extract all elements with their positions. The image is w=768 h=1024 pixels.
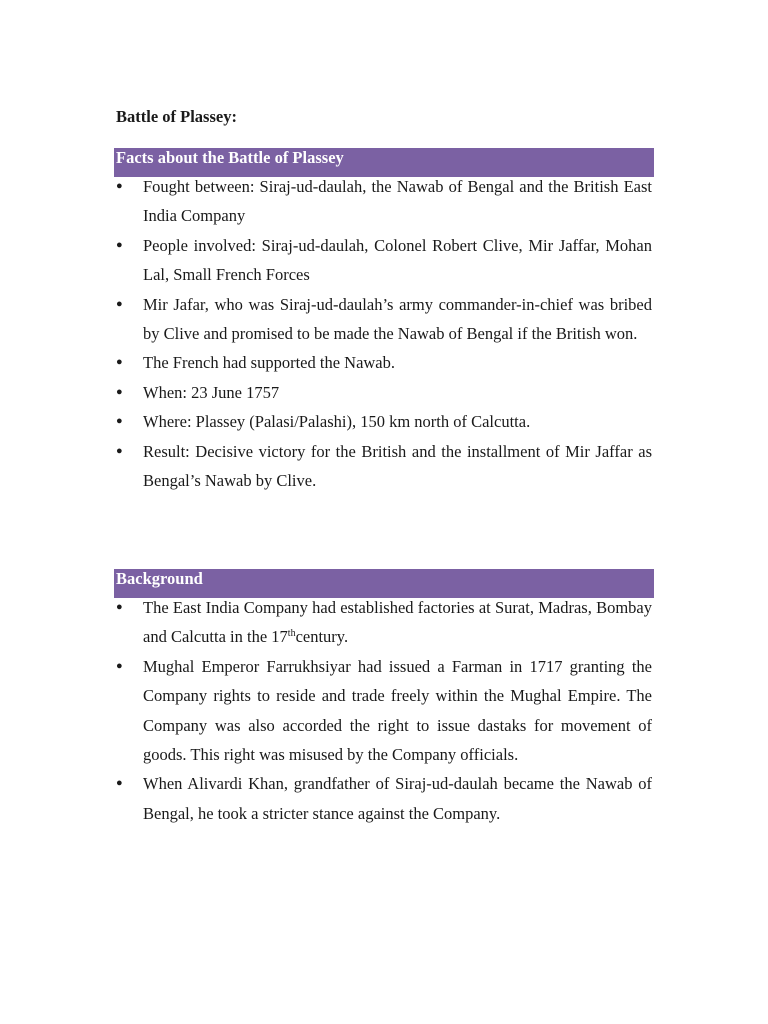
list-item xyxy=(116,652,652,770)
bullet-icon: ● xyxy=(116,385,123,398)
list-item xyxy=(116,437,652,496)
list-item-text-start: The East India Company had established factories at Surat, Madras, Bombay and Calcutta in the 17 xyxy=(143,598,652,647)
list-item-text: Mughal Emperor Farrukhsiyar had issued a Farman in 1717 granting the Company rights to reside and trade freely within the Mughal Empire. The Company was also accorded the right to issue dastaks for movement of goods. This right was misused by the Company officials. xyxy=(143,656,652,765)
list-item xyxy=(116,769,652,828)
list-item-text-end: century. xyxy=(295,627,349,647)
list-item xyxy=(116,172,652,231)
list-item-text: Where: Plassey (Palasi/Palashi), 150 km north of Calcutta. xyxy=(143,412,531,432)
superscript: th xyxy=(287,628,296,640)
background-list xyxy=(116,593,652,828)
section-header-facts: Facts about the Battle of Plassey xyxy=(114,148,654,177)
document-title: Battle of Plassey: xyxy=(116,107,237,126)
bullet-icon: ● xyxy=(116,444,123,457)
list-item xyxy=(116,593,652,652)
list-item xyxy=(116,378,652,407)
list-item-text: Fought between: Siraj-ud-daulah, the Nawab of Bengal and the British East India Company xyxy=(143,177,652,226)
list-item-text: People involved: Siraj-ud-daulah, Colonel Robert Clive, Mir Jaffar, Mohan Lal, Small French Forces xyxy=(143,235,652,285)
bullet-icon: ● xyxy=(116,356,123,369)
bullet-icon: ● xyxy=(116,415,123,428)
list-item-text: Mir Jafar, who was Siraj-ud-daulah’s army commander-in-chief was bribed by Clive and promised to be made the Nawab of Bengal if the British won. xyxy=(143,294,652,344)
bullet-icon: ● xyxy=(116,180,123,192)
bullet-icon: ● xyxy=(116,777,123,790)
list-item xyxy=(116,231,652,290)
list-item xyxy=(116,407,652,436)
list-item-text: The French had supported the Nawab. xyxy=(143,353,396,373)
bullet-icon: ● xyxy=(116,238,123,251)
bullet-icon: ● xyxy=(116,659,123,672)
bullet-icon: ● xyxy=(116,601,123,613)
list-item-text: Result: Decisive victory for the British and the installment of Mir Jaffar as Bengal’s Nawab by Clive. xyxy=(143,441,652,491)
section-header-background: Background xyxy=(114,569,654,598)
facts-list xyxy=(116,172,652,495)
list-item-text: When Alivardi Khan, grandfather of Siraj-ud-daulah became the Nawab of Bengal, he took a stricter stance against the Company. xyxy=(143,774,652,823)
bullet-icon: ● xyxy=(116,297,123,310)
list-item-text xyxy=(143,598,652,646)
list-item xyxy=(116,290,652,349)
list-item-text: When: 23 June 1757 xyxy=(143,382,280,402)
list-item xyxy=(116,348,652,377)
